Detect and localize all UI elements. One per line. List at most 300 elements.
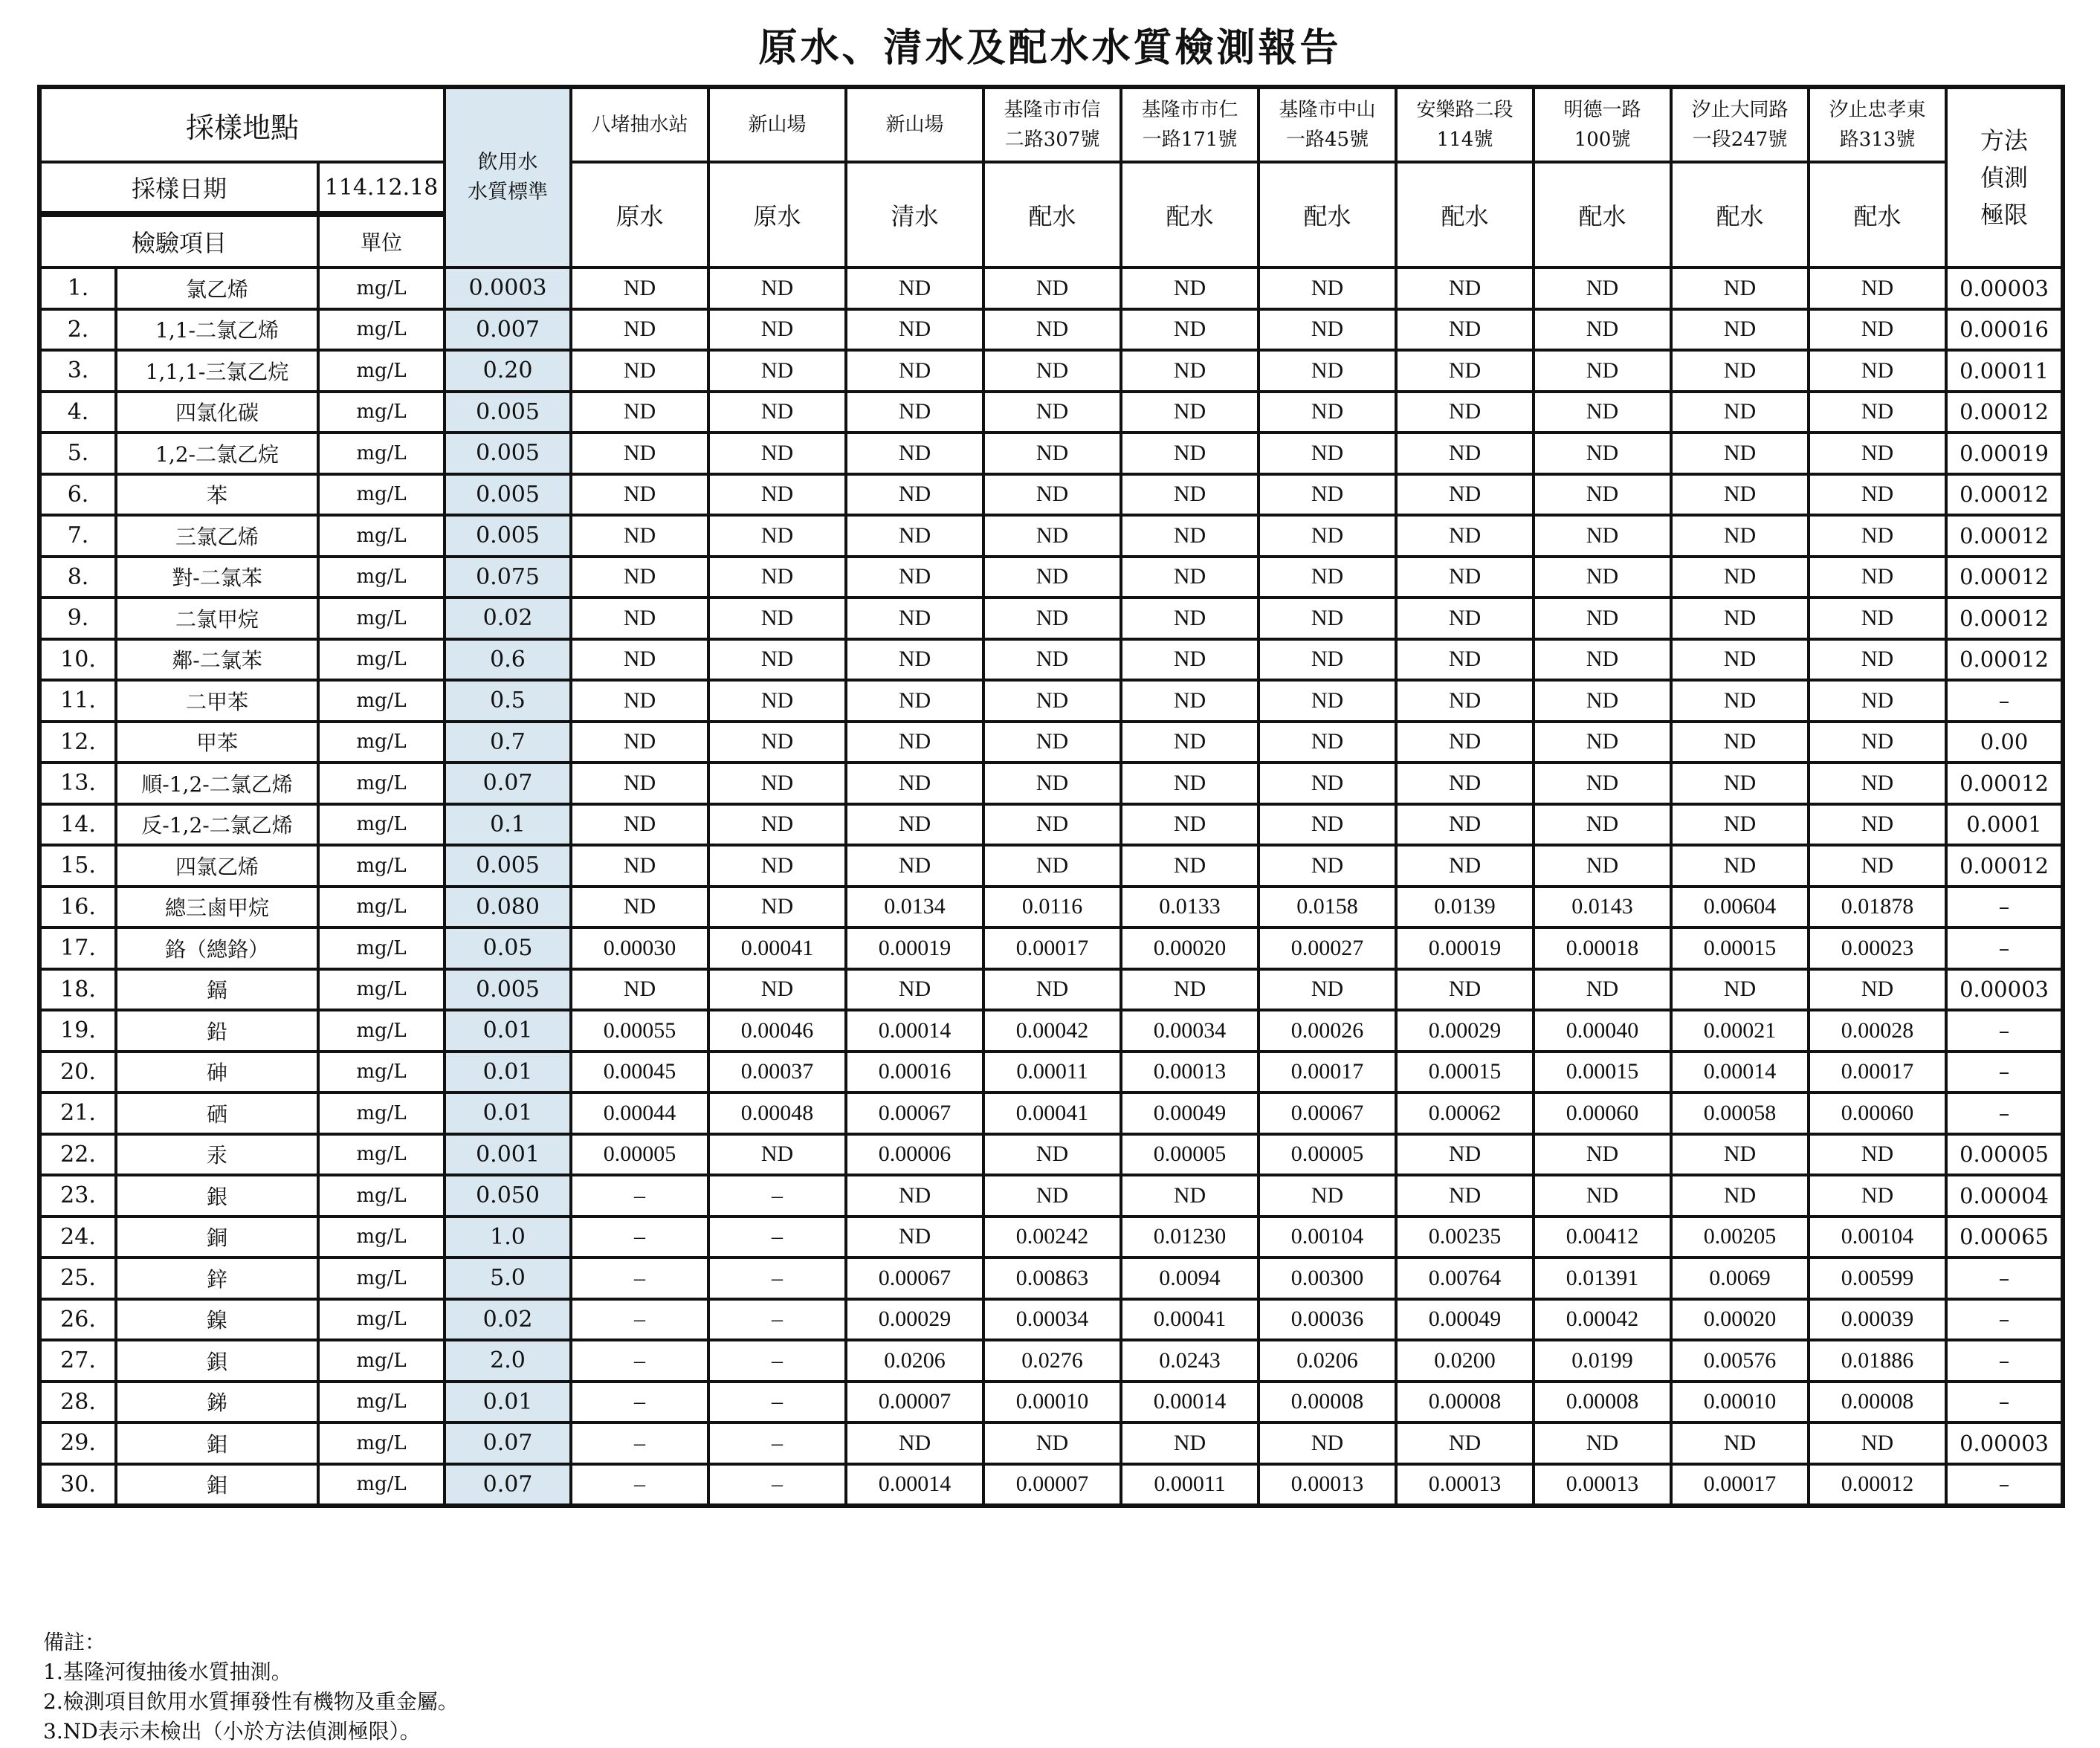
site-name: 基隆市市仁	[1141, 99, 1238, 121]
item-name: 鉬	[116, 1464, 318, 1506]
site-result: 0.00029	[1396, 1010, 1534, 1052]
item-unit: mg/L	[318, 1134, 445, 1176]
site-result: 0.00017	[1809, 1052, 1946, 1093]
site-result: ND	[1534, 680, 1671, 722]
item-number: 14.	[39, 804, 116, 846]
standard-value: 0.01	[445, 1010, 571, 1052]
table-row	[39, 1092, 2063, 1134]
site-result: ND	[1396, 763, 1534, 804]
site-result: ND	[1259, 474, 1396, 516]
notes-section	[43, 1628, 459, 1747]
item-name: 鋅	[116, 1257, 318, 1299]
table-row	[39, 1010, 2063, 1052]
site-result: ND	[571, 433, 708, 474]
standard-value: 1.0	[445, 1217, 571, 1258]
site-result: ND	[1259, 763, 1396, 804]
table-row	[39, 309, 2063, 351]
sampling-date-value: 114.12.18	[318, 162, 445, 214]
site-result: 0.00037	[708, 1052, 846, 1093]
item-unit: mg/L	[318, 1052, 445, 1093]
site-result: ND	[1534, 515, 1671, 557]
standard-label-line2: 水質標準	[468, 181, 549, 204]
item-unit: mg/L	[318, 598, 445, 639]
item-unit: mg/L	[318, 969, 445, 1011]
standard-value: 0.080	[445, 887, 571, 928]
table-row	[39, 763, 2063, 804]
site-result: 0.00034	[1121, 1010, 1259, 1052]
item-name: 1,1-二氯乙烯	[116, 309, 318, 351]
site-result: ND	[983, 557, 1121, 598]
water-type: 配水	[1671, 162, 1809, 268]
site-result: 0.00060	[1809, 1092, 1946, 1134]
item-number: 26.	[39, 1299, 116, 1341]
note-item: 3.ND表示未檢出（小於方法偵測極限）。	[43, 1719, 421, 1744]
site-result: ND	[1809, 680, 1946, 722]
item-name: 苯	[116, 474, 318, 516]
sampling-date-label: 採樣日期	[39, 162, 318, 214]
site-result: ND	[708, 350, 846, 392]
site-result: ND	[1121, 268, 1259, 309]
standard-label-line1: 飲用水	[477, 151, 538, 174]
standard-value: 0.01	[445, 1092, 571, 1134]
site-header	[1671, 87, 1809, 162]
site-result: ND	[1534, 1175, 1671, 1217]
site-result: ND	[1121, 557, 1259, 598]
site-result: ND	[1671, 639, 1809, 681]
site-result: ND	[1259, 598, 1396, 639]
site-result: ND	[983, 515, 1121, 557]
mdl-value: 0.00003	[1946, 969, 2063, 1011]
item-number: 15.	[39, 845, 116, 887]
site-result: ND	[1809, 969, 1946, 1011]
standard-value: 0.005	[445, 969, 571, 1011]
table-row	[39, 845, 2063, 887]
site-result: ND	[1809, 268, 1946, 309]
site-result: ND	[1121, 639, 1259, 681]
site-result: ND	[1671, 598, 1809, 639]
table-row	[39, 1464, 2063, 1506]
item-number: 29.	[39, 1422, 116, 1464]
item-number: 22.	[39, 1134, 116, 1176]
site-result: ND	[1121, 392, 1259, 433]
site-result: ND	[1121, 309, 1259, 351]
site-result: ND	[1396, 392, 1534, 433]
site-result: –	[708, 1464, 846, 1506]
table-row	[39, 598, 2063, 639]
item-name: 二氯甲烷	[116, 598, 318, 639]
standard-value: 0.1	[445, 804, 571, 846]
standard-value: 0.005	[445, 845, 571, 887]
site-result: 0.00048	[708, 1092, 846, 1134]
item-unit: mg/L	[318, 1422, 445, 1464]
item-name: 總三鹵甲烷	[116, 887, 318, 928]
item-name: 對-二氯苯	[116, 557, 318, 598]
mdl-value: –	[1946, 1052, 2063, 1093]
mdl-value: 0.00004	[1946, 1175, 2063, 1217]
site-result: 0.00005	[1259, 1134, 1396, 1176]
standard-value: 0.005	[445, 515, 571, 557]
site-result: ND	[846, 557, 983, 598]
item-number: 27.	[39, 1340, 116, 1382]
mdl-value: 0.00003	[1946, 1422, 2063, 1464]
site-result: ND	[1121, 515, 1259, 557]
site-result: ND	[1259, 557, 1396, 598]
site-result: ND	[1121, 474, 1259, 516]
mdl-value: 0.00016	[1946, 309, 2063, 351]
site-result: 0.00067	[846, 1092, 983, 1134]
site-address: 一段247號	[1692, 129, 1788, 151]
site-result: ND	[1671, 1422, 1809, 1464]
item-name: 鄰-二氯苯	[116, 639, 318, 681]
item-unit: mg/L	[318, 1092, 445, 1134]
mdl-value: –	[1946, 680, 2063, 722]
item-name: 銀	[116, 1175, 318, 1217]
site-result: ND	[846, 392, 983, 433]
site-result: ND	[1671, 268, 1809, 309]
site-result: 0.00006	[846, 1134, 983, 1176]
site-result: –	[708, 1382, 846, 1423]
site-result: 0.00039	[1809, 1299, 1946, 1341]
item-name: 二甲苯	[116, 680, 318, 722]
site-name: 新山場	[748, 114, 807, 136]
site-result: 0.00010	[983, 1382, 1121, 1423]
site-result: ND	[1534, 1422, 1671, 1464]
item-number: 18.	[39, 969, 116, 1011]
site-result: ND	[1396, 1422, 1534, 1464]
site-result: ND	[846, 309, 983, 351]
site-name: 基隆市中山	[1279, 99, 1376, 121]
site-result: ND	[571, 969, 708, 1011]
site-result: 0.00014	[846, 1010, 983, 1052]
site-result: ND	[846, 804, 983, 846]
site-result: 0.00019	[846, 928, 983, 969]
site-result: ND	[846, 515, 983, 557]
table-row	[39, 1340, 2063, 1382]
site-result: 0.00015	[1396, 1052, 1534, 1093]
site-result: 0.00058	[1671, 1092, 1809, 1134]
water-type: 清水	[846, 162, 983, 268]
report-title: 原水、清水及配水水質檢測報告	[758, 25, 1342, 71]
mdl-label-line2: 偵測	[1980, 164, 2029, 192]
site-result: ND	[983, 309, 1121, 351]
standard-header	[445, 87, 571, 268]
site-result: ND	[1534, 350, 1671, 392]
mdl-value: 0.00019	[1946, 433, 2063, 474]
site-result: 0.00412	[1534, 1217, 1671, 1258]
item-number: 16.	[39, 887, 116, 928]
site-result: ND	[1809, 1422, 1946, 1464]
water-type: 配水	[1396, 162, 1534, 268]
site-result: 0.00008	[1809, 1382, 1946, 1423]
site-result: 0.01230	[1121, 1217, 1259, 1258]
item-unit: mg/L	[318, 515, 445, 557]
item-unit: mg/L	[318, 268, 445, 309]
site-result: ND	[708, 722, 846, 763]
site-result: ND	[1671, 722, 1809, 763]
table-row	[39, 928, 2063, 969]
note-item: 1.基隆河復抽後水質抽測。	[43, 1660, 292, 1684]
site-result: 0.00013	[1534, 1464, 1671, 1506]
site-result: 0.00005	[571, 1134, 708, 1176]
mdl-value: –	[1946, 1340, 2063, 1382]
site-result: ND	[983, 969, 1121, 1011]
site-result: –	[708, 1257, 846, 1299]
site-result: ND	[1809, 474, 1946, 516]
site-header	[846, 87, 983, 162]
item-unit: mg/L	[318, 1340, 445, 1382]
site-result: 0.00242	[983, 1217, 1121, 1258]
mdl-value: 0.00003	[1946, 268, 2063, 309]
site-result: ND	[1809, 722, 1946, 763]
mdl-value: 0.00012	[1946, 639, 2063, 681]
water-type: 配水	[1534, 162, 1671, 268]
item-unit: mg/L	[318, 433, 445, 474]
item-unit: mg/L	[318, 1175, 445, 1217]
water-type: 配水	[1259, 162, 1396, 268]
site-result: 0.00017	[1259, 1052, 1396, 1093]
site-result: ND	[846, 1422, 983, 1464]
site-result: ND	[571, 887, 708, 928]
site-result: ND	[1671, 1175, 1809, 1217]
site-result: ND	[1396, 268, 1534, 309]
site-result: ND	[846, 680, 983, 722]
site-result: 0.0116	[983, 887, 1121, 928]
standard-value: 0.6	[445, 639, 571, 681]
site-result: ND	[1534, 474, 1671, 516]
site-result: ND	[1534, 722, 1671, 763]
standard-value: 0.050	[445, 1175, 571, 1217]
standard-value: 0.07	[445, 1464, 571, 1506]
site-name: 新山場	[885, 114, 944, 136]
site-result: –	[708, 1422, 846, 1464]
site-address: 一路45號	[1285, 129, 1369, 151]
mdl-value: 0.0001	[1946, 804, 2063, 846]
site-result: ND	[708, 845, 846, 887]
standard-value: 0.02	[445, 1299, 571, 1341]
site-result: 0.00008	[1259, 1382, 1396, 1423]
mdl-value: 0.00012	[1946, 474, 2063, 516]
site-result: ND	[708, 557, 846, 598]
site-header	[1809, 87, 1946, 162]
mdl-value: 0.00005	[1946, 1134, 2063, 1176]
site-result: ND	[1121, 598, 1259, 639]
site-result: ND	[1809, 639, 1946, 681]
site-result: 0.00067	[846, 1257, 983, 1299]
item-unit: mg/L	[318, 1010, 445, 1052]
site-result: ND	[1396, 557, 1534, 598]
site-result: 0.0134	[846, 887, 983, 928]
site-result: ND	[1259, 969, 1396, 1011]
site-result: ND	[1534, 804, 1671, 846]
site-result: 0.00027	[1259, 928, 1396, 969]
site-result: ND	[1809, 1134, 1946, 1176]
site-result: 0.0206	[846, 1340, 983, 1382]
mdl-value: –	[1946, 1464, 2063, 1506]
site-result: ND	[1534, 268, 1671, 309]
site-result: ND	[1671, 433, 1809, 474]
site-result: 0.00019	[1396, 928, 1534, 969]
mdl-value: 0.00012	[1946, 845, 2063, 887]
site-header	[1534, 87, 1671, 162]
site-result: –	[571, 1257, 708, 1299]
item-number: 8.	[39, 557, 116, 598]
site-result: ND	[1259, 433, 1396, 474]
mdl-value: 0.00	[1946, 722, 2063, 763]
site-header	[1396, 87, 1534, 162]
site-result: ND	[846, 433, 983, 474]
item-number: 13.	[39, 763, 116, 804]
site-header	[708, 87, 846, 162]
site-result: ND	[846, 763, 983, 804]
unit-label: 單位	[318, 214, 445, 268]
table-row	[39, 557, 2063, 598]
table-row	[39, 515, 2063, 557]
item-number: 28.	[39, 1382, 116, 1423]
item-unit: mg/L	[318, 680, 445, 722]
site-result: 0.00055	[571, 1010, 708, 1052]
site-result: 0.00007	[983, 1464, 1121, 1506]
site-result: –	[571, 1340, 708, 1382]
item-name: 四氯化碳	[116, 392, 318, 433]
item-unit: mg/L	[318, 1217, 445, 1258]
site-result: ND	[1809, 515, 1946, 557]
site-result: ND	[1259, 680, 1396, 722]
water-type: 配水	[1809, 162, 1946, 268]
site-result: ND	[571, 680, 708, 722]
item-name: 1,1,1-三氯乙烷	[116, 350, 318, 392]
site-result: ND	[571, 598, 708, 639]
item-number: 2.	[39, 309, 116, 351]
site-result: 0.00205	[1671, 1217, 1809, 1258]
site-result: ND	[846, 969, 983, 1011]
table-row	[39, 1134, 2063, 1176]
site-address: 100號	[1574, 129, 1631, 151]
site-result: 0.01878	[1809, 887, 1946, 928]
site-result: ND	[846, 722, 983, 763]
site-result: 0.01391	[1534, 1257, 1671, 1299]
site-result: ND	[846, 598, 983, 639]
site-name: 安樂路二段	[1416, 99, 1513, 121]
site-address: 114號	[1436, 129, 1493, 151]
item-name: 鎳	[116, 1299, 318, 1341]
site-result: ND	[1809, 763, 1946, 804]
site-result: ND	[1671, 763, 1809, 804]
site-result: ND	[1121, 1422, 1259, 1464]
site-result: 0.00235	[1396, 1217, 1534, 1258]
site-result: ND	[846, 268, 983, 309]
site-result: ND	[1259, 804, 1396, 846]
item-unit: mg/L	[318, 1299, 445, 1341]
site-result: 0.0094	[1121, 1257, 1259, 1299]
item-unit: mg/L	[318, 722, 445, 763]
site-result: ND	[708, 887, 846, 928]
standard-value: 2.0	[445, 1340, 571, 1382]
standard-value: 0.005	[445, 474, 571, 516]
site-result: ND	[1396, 804, 1534, 846]
site-result: ND	[1121, 845, 1259, 887]
water-type: 配水	[983, 162, 1121, 268]
site-name: 明德一路	[1563, 99, 1641, 121]
test-item-label: 檢驗項目	[39, 214, 318, 268]
site-result: ND	[983, 1175, 1121, 1217]
site-header	[1259, 87, 1396, 162]
site-result: ND	[1396, 1134, 1534, 1176]
site-result: –	[571, 1382, 708, 1423]
mdl-value: 0.00012	[1946, 557, 2063, 598]
mdl-value: –	[1946, 1010, 2063, 1052]
item-name: 1,2-二氯乙烷	[116, 433, 318, 474]
site-header	[1121, 87, 1259, 162]
table-row	[39, 1299, 2063, 1341]
sampling-site-label: 採樣地點	[39, 87, 445, 162]
site-result: 0.00104	[1259, 1217, 1396, 1258]
site-result: ND	[571, 845, 708, 887]
site-result: –	[708, 1217, 846, 1258]
item-number: 23.	[39, 1175, 116, 1217]
site-result: ND	[708, 763, 846, 804]
site-result: ND	[571, 268, 708, 309]
site-result: 0.00008	[1396, 1382, 1534, 1423]
item-unit: mg/L	[318, 845, 445, 887]
site-result: ND	[1259, 639, 1396, 681]
site-result: 0.00014	[1121, 1382, 1259, 1423]
item-number: 3.	[39, 350, 116, 392]
notes-heading: 備註：	[43, 1630, 106, 1654]
site-result: ND	[846, 350, 983, 392]
site-result: 0.00604	[1671, 887, 1809, 928]
item-number: 4.	[39, 392, 116, 433]
item-name: 硒	[116, 1092, 318, 1134]
site-result: 0.0069	[1671, 1257, 1809, 1299]
site-result: 0.00042	[1534, 1299, 1671, 1341]
site-result: –	[708, 1299, 846, 1341]
site-result: 0.00015	[1534, 1052, 1671, 1093]
site-result: ND	[1671, 804, 1809, 846]
item-unit: mg/L	[318, 639, 445, 681]
site-result: ND	[708, 474, 846, 516]
site-result: 0.00029	[846, 1299, 983, 1341]
standard-value: 0.005	[445, 433, 571, 474]
site-result: ND	[983, 1422, 1121, 1464]
site-header	[983, 87, 1121, 162]
item-unit: mg/L	[318, 928, 445, 969]
standard-value: 0.02	[445, 598, 571, 639]
site-result: ND	[983, 804, 1121, 846]
table-row	[39, 268, 2063, 309]
site-result: –	[708, 1175, 846, 1217]
site-result: –	[571, 1217, 708, 1258]
site-result: 0.00049	[1396, 1299, 1534, 1341]
item-name: 四氯乙烯	[116, 845, 318, 887]
site-result: 0.0206	[1259, 1340, 1396, 1382]
site-result: ND	[1396, 309, 1534, 351]
mdl-value: 0.00012	[1946, 392, 2063, 433]
site-result: –	[571, 1175, 708, 1217]
site-name: 基隆市市信	[1004, 99, 1101, 121]
standard-value: 0.05	[445, 928, 571, 969]
site-result: ND	[1396, 722, 1534, 763]
site-result: ND	[1396, 969, 1534, 1011]
standard-value: 0.01	[445, 1382, 571, 1423]
site-result: ND	[571, 515, 708, 557]
item-number: 17.	[39, 928, 116, 969]
site-result: 0.0139	[1396, 887, 1534, 928]
item-name: 鉻（總鉻）	[116, 928, 318, 969]
site-result: ND	[983, 763, 1121, 804]
site-result: 0.00013	[1396, 1464, 1534, 1506]
item-unit: mg/L	[318, 474, 445, 516]
site-result: ND	[1259, 515, 1396, 557]
